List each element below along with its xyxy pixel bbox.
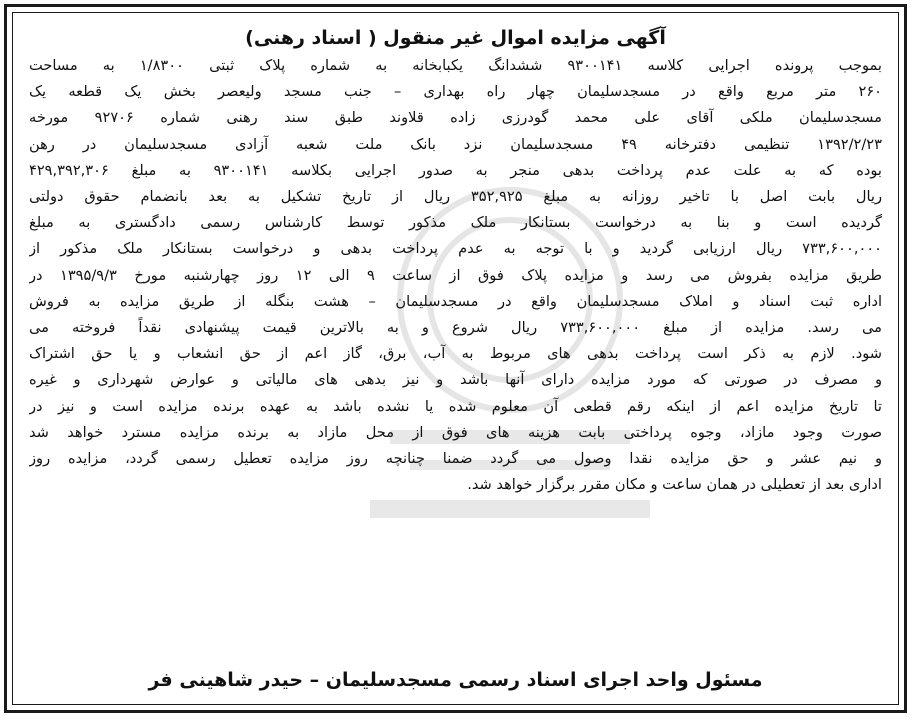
body-line: شود. لازم به ذکر است پرداخت بدهی های مربوط به آب، برق، گاز اعم از حق انشعاب و یا حق اشتراک	[29, 345, 882, 363]
body-line: صورت وجود مازاد، وجوه پرداختی بابت هزینه های فوق از محل مازاد به برنده مزایده مسترد خواهد شد	[29, 423, 882, 441]
body-line: تا تاریخ مزایده اعم از اینکه رقم قطعی آن معلوم شده یا نشده باشد به عهده برنده مزایده است و نیز در	[29, 397, 882, 415]
body-line: طریق مزایده بفروش می رسد و مزایده پلاک فوق از ساعت ۹ الی ۱۲ روز چهارشنبه مورخ ۱۳۹۵/۹/۳ در	[29, 266, 882, 284]
signature-line: مسئول واحد اجرای اسناد رسمی مسجدسلیمان – حیدر شاهینی فر	[148, 669, 763, 691]
body-line: اداره ثبت اسناد و املاک مسجدسلیمان واقع در مسجدسلیمان – هشت بنگله از طریق مزایده به فروش	[29, 292, 882, 310]
body-line: ۷۳۳,۶۰۰,۰۰۰ ریال ارزیابی گردید و با توجه به عدم پرداخت بدهی و درخواست بستانکار ملک مذکور از	[29, 240, 882, 258]
body-line: بموجب پرونده اجرایی کلاسه ۹۳۰۰۱۴۱ ششدانگ یکبابخانه به شماره پلاک ثبتی ۱/۸۳۰۰ به مساحت	[29, 57, 882, 74]
body-line: مسجدسلیمان ملکی آقای علی محمد گودرزی زاده قلاوند طبق سند رهنی شماره ۹۲۷۰۶ مورخه	[29, 109, 882, 127]
body-line: ۱۳۹۲/۲/۲۳ تنظیمی دفترخانه ۴۹ مسجدسلیمان نزد بانک ملت شعبه آزادی مسجدسلیمان در رهن	[29, 135, 882, 153]
body-line: و مصرف در صورتی که مورد مزایده دارای آنها باشد و نیز بدهی های مالیاتی و عوارض شهرداری و غیره	[29, 371, 882, 389]
body-line: گردیده است و بنا به درخواست بستانکار ملک مذکور توسط کارشناس رسمی دادگستری به مبلغ	[29, 214, 882, 232]
body-line: می رسد. مزایده از مبلغ ۷۳۳,۶۰۰,۰۰۰ ریال شروع و به بالاترین قیمت پیشنهادی نقداً فروخته می	[29, 319, 882, 337]
notice-title: آگهی مزایده اموال غیر منقول ( اسناد رهنی)	[245, 27, 666, 49]
notice-body	[29, 53, 882, 662]
body-line: اداری بعد از تعطیلی در همان ساعت و مکان مقرر برگزار خواهد شد.	[467, 476, 882, 494]
body-line: بوده که به علت عدم پرداخت بدهی منجر به صدور اجرایی بکلاسه ۹۳۰۰۱۴۱ به مبلغ ۴۲۹,۳۹۲,۳۰۶	[29, 161, 882, 179]
body-line: و نیم عشر و حق مزایده نقدا وصول می گردد ضمنا چنانچه روز مزایده تعطیل رسمی گردد، مزایده روز	[29, 450, 882, 468]
body-line: ریال بابت اصل با تاخیر روزانه به مبلغ ۳۵۲,۹۲۵ ریال از تاریخ تشکیل به بعد بانضمام حقوق دولتی	[29, 188, 882, 206]
body-line: ۲۶۰ متر مربع واقع در مسجدسلیمان چهار راه بهداری – جنب مسجد ولیعصر بخش یک قطعه یک	[29, 83, 882, 101]
notice-panel	[12, 12, 899, 705]
